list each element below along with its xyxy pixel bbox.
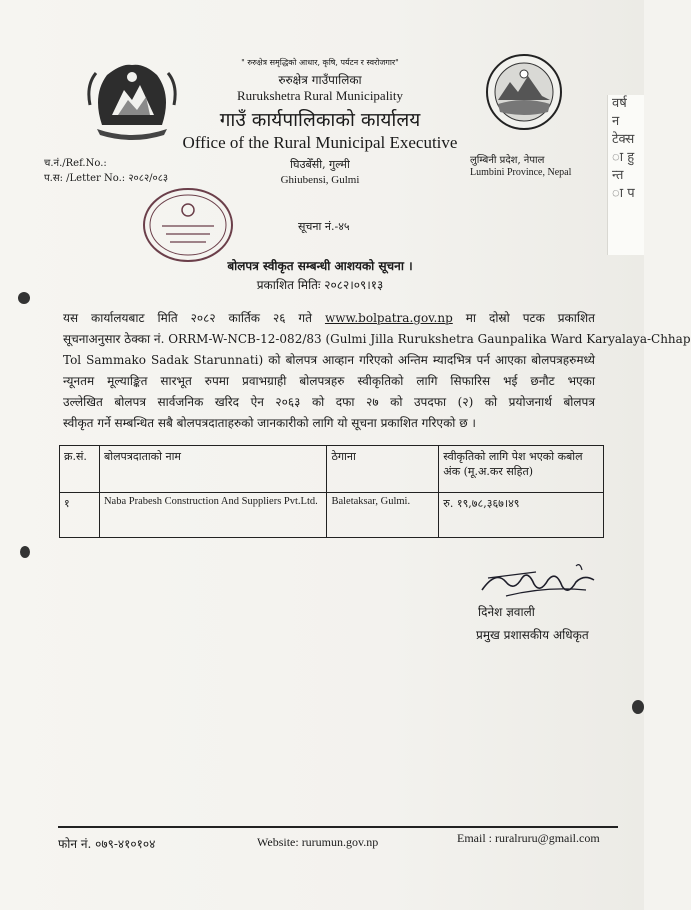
cell-address: Baletaksar, Gulmi. xyxy=(327,493,439,538)
binder-hole xyxy=(20,546,30,558)
office-stamp xyxy=(140,186,235,264)
letter-number xyxy=(44,170,168,184)
footer-website[interactable]: Website: rurumun.gov.np xyxy=(257,835,379,849)
table-header-row xyxy=(60,446,604,493)
notice-number: सूचना नं.-४५ xyxy=(298,220,350,233)
body-line: यस कार्यालयबाट मिति २०८२ कार्तिक २६ गते www.bolpatra.gov.np मा दोस्रो पटक प्रकाशित xyxy=(63,311,595,325)
body-line: न्यूनतम मूल्याङ्कित सारभूत रुपमा प्रवाभग्राही बोलपत्रहरु स्वीकृतिको लागि सिफारिस भई छनौट भएका xyxy=(63,374,595,388)
footer-divider xyxy=(58,826,618,828)
nepal-emblem-logo xyxy=(82,55,182,140)
province-english: Lumbini Province, Nepal xyxy=(470,167,572,178)
letter-number-label: प.स: /Letter No.: xyxy=(44,173,126,184)
municipality-motto: " रुरुक्षेत्र समृद्धिको आधार, कृषि, पर्यटन र स्वरोजगार" xyxy=(241,58,399,67)
body-line: स्वीकृत गर्ने सम्बन्धित सबै बोलपत्रदाताहरुको जानकारीको लागि यो सूचना प्रकाशित गरिएको छ । xyxy=(63,416,476,430)
municipality-name-english: Rurukshetra Rural Municipality xyxy=(236,88,404,103)
handwritten-signature xyxy=(476,560,601,605)
body-line: सूचनाअनुसार ठेक्का नं. ORRM-W-NCB-12-082/83 (Gulmi Jilla Rurukshetra Gaunpalika Ward Karyalaya-Chhap xyxy=(63,332,691,346)
office-name-nepali: गाउँ कार्यपालिकाको कार्यालय xyxy=(219,109,421,131)
ref-number-label: च.नं./Ref.No.: xyxy=(44,158,107,169)
body-line: Tol Sammako Sadak Starunnati) को बोलपत्र आव्हान गरिएको अन्तिम म्यादभित्र पर्न आएका बोलपत्रहरुमध्ये xyxy=(63,353,595,367)
adjacent-page-edge: वर्ष न टेक्स ा हु न्त ा प xyxy=(607,95,644,255)
cell-sn: १ xyxy=(60,493,100,538)
col-header-amount: स्वीकृतिको लागि पेश भएको कबोल अंक (मू.अ.कर सहित) xyxy=(439,446,604,493)
notice-subject: बोलपत्र स्वीकृत सम्बन्धी आशयको सूचना । xyxy=(227,259,413,273)
footer-email[interactable]: Email : ruralruru@gmail.com xyxy=(457,831,600,845)
address-english: Ghiubensi, Gulmi xyxy=(280,174,360,186)
body-line: उल्लेखित बोलपत्र सार्वजनिक खरिद ऐन २०६३ को दफा २७ को उपदफा (२) को प्रयोजनार्थ बोलपत्र xyxy=(63,395,595,409)
binder-hole xyxy=(18,292,30,304)
office-name-english: Office of the Rural Municipal Executive xyxy=(182,133,458,152)
binder-hole xyxy=(632,700,644,714)
footer-phone: फोन नं. ०७९-४१०१०४ xyxy=(58,837,156,851)
province-nepali: लुम्बिनी प्रदेश, नेपाल xyxy=(470,155,545,166)
cell-amount: रु. १९,७८,३६७।४९ xyxy=(439,493,604,538)
address-nepali: घिउबेँसी, गुल्मी xyxy=(290,158,350,171)
col-header-address: ठेगाना xyxy=(327,446,439,493)
bolpatra-link[interactable]: www.bolpatra.gov.np xyxy=(324,311,453,325)
published-date: प्रकाशित मितिः २०८२।०९।१३ xyxy=(256,278,384,292)
letter-number-value: २०८२/०८३ xyxy=(128,173,169,184)
table-row xyxy=(60,493,604,538)
municipality-logo xyxy=(484,52,564,132)
col-header-sn: क्र.सं. xyxy=(60,446,100,493)
signatory-title: प्रमुख प्रशासकीय अधिकृत xyxy=(476,628,589,642)
signatory-name: दिनेश ज्ञवाली xyxy=(478,605,535,619)
cell-bidder: Naba Prabesh Construction And Suppliers Pvt.Ltd. xyxy=(99,493,327,538)
municipality-name-nepali: रुरुक्षेत्र गाउँपालिका xyxy=(278,73,362,87)
bidder-table xyxy=(59,445,604,538)
notice-body xyxy=(63,308,691,434)
col-header-bidder: बोलपत्रदाताको नाम xyxy=(99,446,327,493)
